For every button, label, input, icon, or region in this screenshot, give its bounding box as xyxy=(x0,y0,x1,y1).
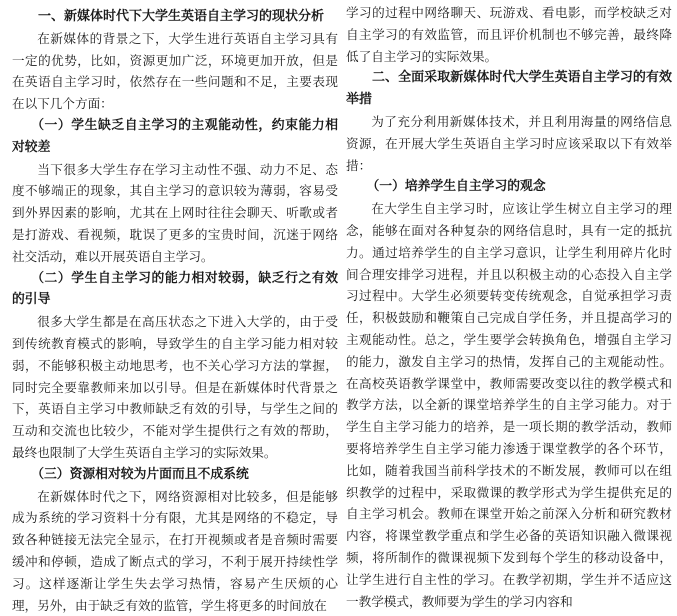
section-heading-2: 二、全面采取新媒体时代大学生英语自主学习的有效举措 xyxy=(346,70,672,108)
paragraph-continuation: 学习的过程中网络聊天、玩游戏、看电影，而学校缺乏对自主学习的有效监管，而且评价机制也不够完善，最终降低了自主学习的实际效果。 xyxy=(346,5,672,64)
paragraph-1-1: 当下很多大学生存在学习主动性不强、动力不足、态度不够端正的现象，其自主学习的意识较为薄弱，容易受到外界因素的影响，尤其在上网时往往会聊天、听歌或者是打游戏、看视频，耽误了更多的宝贵时间，沉迷于网络社交活动，难以开展英语自主学习。 xyxy=(12,161,338,264)
paragraph-1-3: 在新媒体时代之下，网络资源相对比较多，但是能够成为系统的学习资料十分有限，尤其是网络的不稳定，导致各种链接无法完全显示，在打开视频或者是音频时需要缓冲和停顿，造成了断点式的学习，不利于展开持续性学习。这样逐渐让学生失去学习热情，容易产生厌烦的心理，另外，由于缺乏有效的监管，学生将更多的时间放在 xyxy=(12,488,338,613)
paragraph-2-1: 在大学生自主学习时，应该让学生树立自主学习的理念，能够在面对各种复杂的网络信息时，具有一定的抵抗力。通过培养学生的自主学习意识，让学生利用碎片化时间合理安排学习进程，并且以积极主动的心态投入自主学习过程中。大学生必须要转变传统观念，自觉承担学习责任，积极鼓励和鞭策自己完成自学任务，并且提高学习的主观能动性。总之，学生要学会转换角色，增强自主学习的能力，激发自主学习的热情，发挥自己的主观能动性。在高校英语教学课堂中，教师需要改变以往的教学模式和教学方法，以全新的课堂培养学生的自主学习能力。对于学生自主学习能力的培养，是一项长期的教学活动，教师要将培养学生自主学习能力渗透于课堂教学的各个环节，比如，随着我国当前科学技术的不断发展，教师可以在组织教学的过程中，采取微课的教学形式为学生提供充足的自主学习机会。教师在课堂开始之前深入分析和研究教材内容，将课堂教学重点和学生必备的英语知识融入微课视频，将所制作的微课视频下发到每个学生的移动设备中，让学生进行自主性的学习。在教学初期，学生并不适应这一教学模式，教师要为学生的学习内容和 xyxy=(346,201,672,609)
subsection-heading-1-2: （二）学生自主学习的能力相对较弱，缺乏行之有效的引导 xyxy=(12,270,338,308)
paragraph-intro-1: 在新媒体的背景之下，大学生进行英语自主学习具有一定的优势，比如，资源更加广泛，环境更加开放，但是在英语自主学习时，依然存在一些问题和不足，主要表现在以下几个方面： xyxy=(12,30,338,112)
left-column xyxy=(12,6,338,613)
paragraph-1-2: 很多大学生都是在高压状态之下进入大学的，由于受到传统教育模式的影响，导致学生的自主学习能力相对较弱，不能够积极主动地思考，也不关心学习方法的掌握，同时完全要靠教师来加以引导。但是在新媒体时代背景之下，英语自主学习中教师缺乏有效的引导，与学生之间的互动和交流也比较少，不能对学生提供行之有效的帮助，最终也限制了大学生英语自主学习的实际效果。 xyxy=(12,314,338,460)
section-heading-1: 一、新媒体时代下大学生英语自主学习的现状分析 xyxy=(38,9,325,24)
subsection-heading-1-3: （三）资源相对较为片面而且不成系统 xyxy=(31,466,249,482)
paragraph-intro-2: 为了充分利用新媒体技术，并且利用海量的网络信息资源，在开展大学生英语自主学习时应该采取以下有效举措： xyxy=(346,113,672,173)
subsection-heading-2-1: （一）培养学生自主学习的观念 xyxy=(366,179,546,195)
subsection-heading-1-1: （一）学生缺乏自主学习的主观能动性，约束能力相对较差 xyxy=(12,117,338,155)
right-column xyxy=(346,2,672,609)
